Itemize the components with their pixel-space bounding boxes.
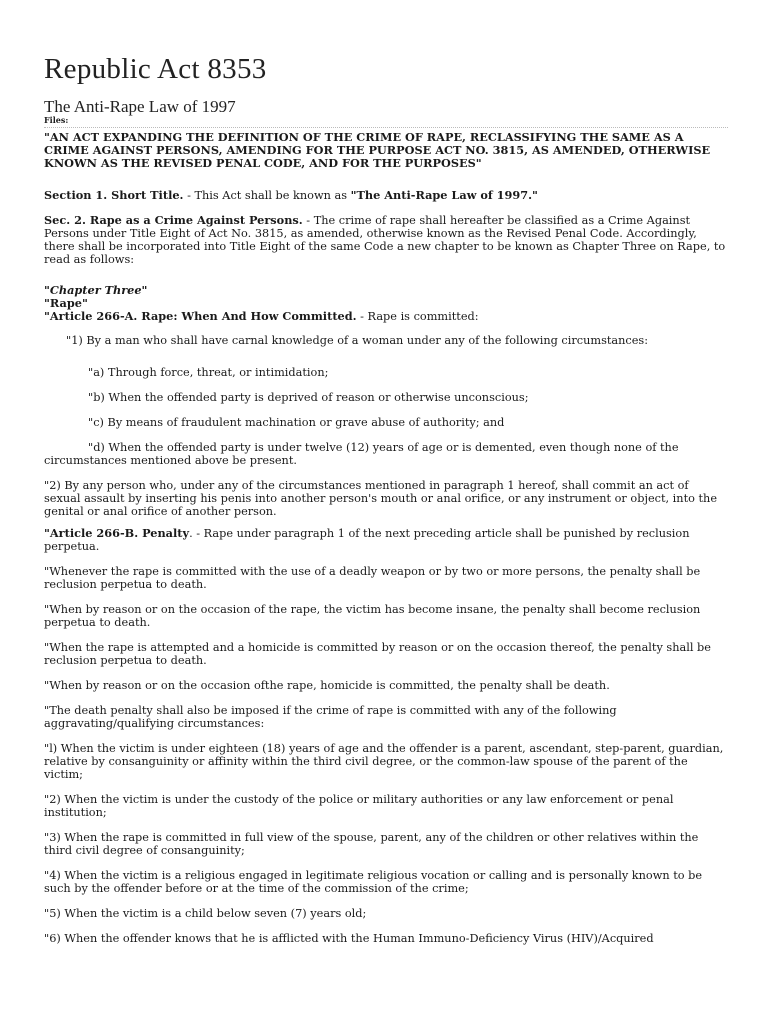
files-label: Files: <box>44 115 69 125</box>
paragraph-1-item-a: "a) Through force, threat, or intimidation; <box>88 366 329 379</box>
paragraph-1-item-b: "b) When the offended party is deprived of reason or otherwise unconscious; <box>88 391 529 404</box>
section-1-heading: Section 1. Short Title. <box>44 188 184 202</box>
circumstance-3: "3) When the rape is committed in full view of the spouse, parent, any of the children or other relatives within the third civil degree of consanguinity; <box>44 831 699 857</box>
article-266b-text: . - Rape under paragraph 1 of the next preceding article shall be punished by reclusion perpetua. <box>44 527 690 553</box>
section-1 <box>44 189 728 202</box>
paragraph-1-item-c: "c) By means of fraudulent machination or grave abuse of authority; and <box>88 416 505 429</box>
article-266b-heading: "Article 266-B. Penalty <box>44 526 190 540</box>
circumstance-6: "6) When the offender knows that he is afflicted with the Human Immuno-Deficiency Virus (HIV)/Acquired <box>44 932 654 945</box>
divider <box>44 127 728 128</box>
rape-heading: "Rape" <box>44 296 88 310</box>
penalty-paragraph: "The death penalty shall also be imposed if the crime of rape is committed with any of the following aggravating/qualifying circumstances: <box>44 704 617 730</box>
paragraph-2: "2) By any person who, under any of the circumstances mentioned in paragraph 1 hereof, shall commit an act of sexual assault by inserting his penis into another person's mouth or anal orifice, or any instrument or object, into the genital or anal orifice of another person. <box>44 479 718 518</box>
article-266a <box>44 310 728 323</box>
circumstance-5: "5) When the victim is a child below seven (7) years old; <box>44 907 367 920</box>
penalty-paragraph: "When by reason or on the occasion ofthe rape, homicide is committed, the penalty shall be death. <box>44 679 610 692</box>
circumstance-1: "l) When the victim is under eighteen (18) years of age and the offender is a parent, ascendant, step-parent, guardian, relative by consanguinity or affinity within the third civil degree, or the common-law spouse of the parent of the victim; <box>44 742 724 781</box>
article-266b <box>44 527 728 553</box>
section-1-quote: "The Anti-Rape Law of 1997." <box>350 188 538 202</box>
document-title: Republic Act 8353 <box>44 53 267 85</box>
paragraph-1-item-d: "d) When the offended party is under twelve (12) years of age or is demented, even though none of the circumstances mentioned above be present. <box>44 441 679 467</box>
document-subtitle: The Anti-Rape Law of 1997 <box>44 97 236 116</box>
article-266a-heading: "Article 266-A. Rape: When And How Committed. <box>44 309 357 323</box>
chapter-heading: "Chapter Three" <box>44 283 148 297</box>
penalty-paragraph: "Whenever the rape is committed with the use of a deadly weapon or by two or more persons, the penalty shall be reclusion perpetua to death. <box>44 565 701 591</box>
article-266a-text: - Rape is committed: <box>356 310 479 323</box>
paragraph-1: "1) By a man who shall have carnal knowledge of a woman under any of the following circumstances: <box>66 334 649 347</box>
penalty-paragraph: "When by reason or on the occasion of the rape, the victim has become insane, the penalty shall become reclusion perpetua to death. <box>44 603 701 629</box>
section-2-text: - The crime of rape shall hereafter be classified as a Crime Against Persons under Title Eight of Act No. 3815, as amended, otherwise known as the Revised Penal Code. Accordingly, there shall be incorporated into Title Eight of the same Code a new chapter to be known as Chapter Three on Rape, to read as follows: <box>44 214 726 266</box>
penalty-paragraph: "When the rape is attempted and a homicide is committed by reason or on the occasion thereof, the penalty shall be reclusion perpetua to death. <box>44 641 711 667</box>
circumstance-4: "4) When the victim is a religious engaged in legitimate religious vocation or calling and is personally known to be such by the offender before or at the time of the commission of the crime; <box>44 869 703 895</box>
section-2-heading: Sec. 2. Rape as a Crime Against Persons. <box>44 213 303 227</box>
circumstance-2: "2) When the victim is under the custody of the police or military authorities or any law enforcement or penal institution; <box>44 793 674 819</box>
section-1-text: - This Act shall be known as <box>183 189 351 202</box>
document-page <box>44 50 728 945</box>
act-intro: "AN ACT EXPANDING THE DEFINITION OF THE CRIME OF RAPE, RECLASSIFYING THE SAME AS A CRIME AGAINST PERSONS, AMENDING FOR THE PURPOSE ACT NO. 3815, AS AMENDED, OTHERWISE KNOWN AS THE REVISED PENAL CODE, AND FOR THE PURPOSES" <box>44 130 711 170</box>
section-2 <box>44 214 728 266</box>
